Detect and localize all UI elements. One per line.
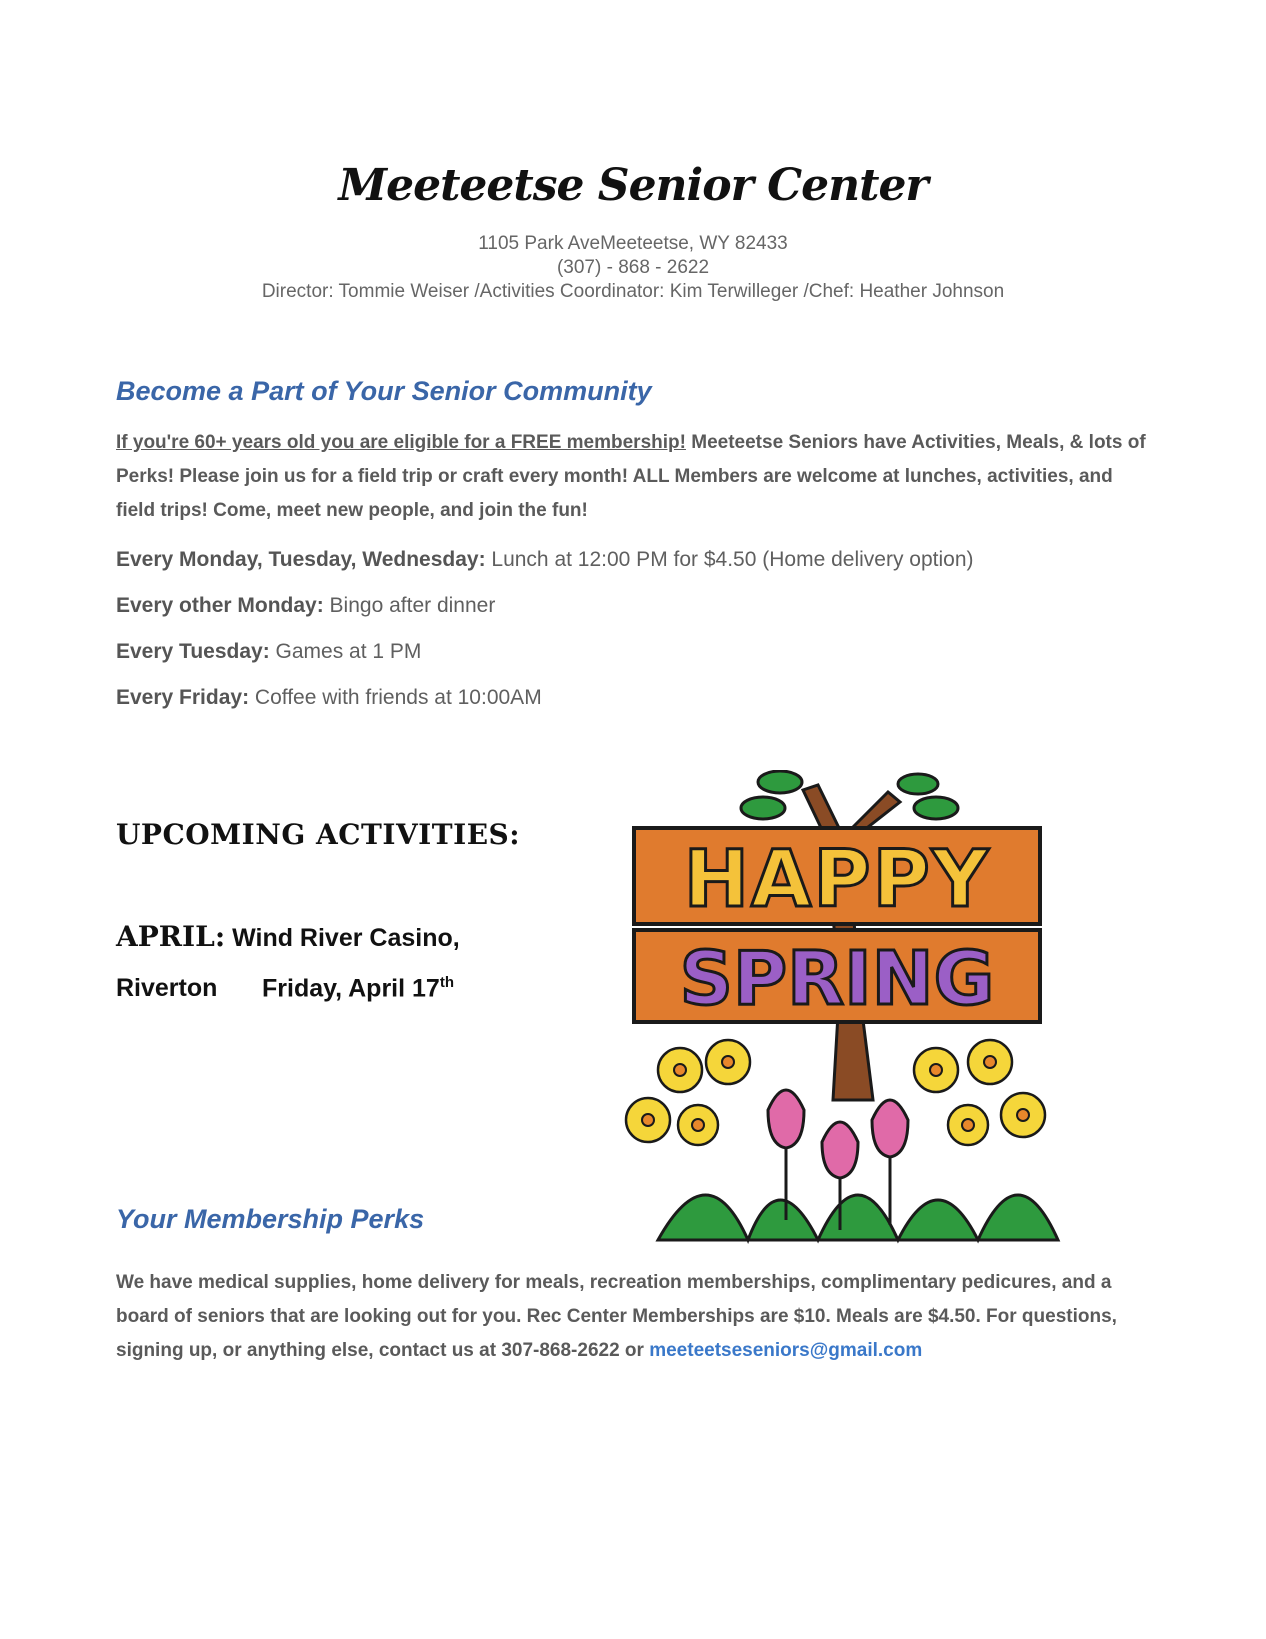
tree-branch bbox=[803, 785, 840, 832]
staff-list: Director: Tommie Weiser /Activities Coordinator: Kim Terwilleger /Chef: Heather Johnson bbox=[261, 281, 1005, 302]
community-paragraph bbox=[116, 426, 1156, 528]
event-city: Riverton bbox=[116, 974, 218, 1002]
schedule-item bbox=[116, 640, 421, 664]
address: 1105 Park AveMeeteetse, WY 82433 bbox=[478, 233, 788, 254]
schedule-day: Every other Monday: bbox=[116, 594, 324, 617]
page-title: Meeteetse Senior Center bbox=[338, 160, 928, 211]
schedule-detail: Games at 1 PM bbox=[269, 640, 422, 663]
sign-text-top: HAPPY bbox=[683, 835, 991, 925]
event-place: Wind River Casino, bbox=[225, 924, 460, 952]
schedule-detail: Lunch at 12:00 PM for $4.50 (Home delivery option) bbox=[485, 548, 974, 571]
schedule-item bbox=[116, 548, 974, 572]
event-date bbox=[262, 974, 454, 1003]
community-heading: Become a Part of Your Senior Community bbox=[116, 376, 652, 406]
event-date-text: Friday, April 17 bbox=[262, 974, 440, 1003]
perks-paragraph bbox=[116, 1266, 1156, 1368]
community-body: Meeteetse Seniors have Activities, Meals, & lots of Perks! Please join us for a field trip or craft every month! ALL Members are welcome at lunches, activities, and field trips! Come, meet new people, and join the fun! bbox=[116, 432, 1146, 521]
schedule-item bbox=[116, 594, 495, 618]
schedule-day: Every Friday: bbox=[116, 686, 250, 709]
foliage bbox=[658, 1195, 1058, 1240]
leaf bbox=[741, 797, 785, 819]
event-date-suffix: th bbox=[439, 974, 455, 991]
event-month: APRIL: bbox=[116, 920, 226, 953]
contact-email-link[interactable]: meeteetseseniors@gmail.com bbox=[649, 1340, 923, 1361]
schedule-detail: Coffee with friends at 10:00AM bbox=[249, 686, 542, 709]
upcoming-heading: UPCOMING ACTIVITIES: bbox=[116, 818, 521, 851]
perks-body: We have medical supplies, home delivery for meals, recreation memberships, complimentary pedicures, and a board of seniors that are looking out for you. Rec Center Memberships are $10. Meals are $4.50. For questions, signing up, or anything else, contact us at 307-868-2622 or bbox=[116, 1272, 1117, 1361]
eligibility-text: If you're 60+ years old you are eligible for a FREE membership! bbox=[116, 432, 686, 453]
leaf bbox=[914, 797, 958, 819]
perks-heading: Your Membership Perks bbox=[116, 1204, 425, 1234]
happy-spring-illustration bbox=[618, 770, 1118, 1270]
sign-text-bottom: SPRING bbox=[679, 936, 995, 1022]
leaf bbox=[898, 774, 938, 794]
schedule-item bbox=[116, 686, 542, 710]
leaf bbox=[758, 771, 802, 793]
schedule-detail: Bingo after dinner bbox=[323, 594, 496, 617]
april-event bbox=[116, 920, 460, 953]
schedule-day: Every Tuesday: bbox=[116, 640, 270, 663]
schedule-day: Every Monday, Tuesday, Wednesday: bbox=[116, 548, 486, 571]
phone: (307) - 868 - 2622 bbox=[556, 257, 710, 278]
